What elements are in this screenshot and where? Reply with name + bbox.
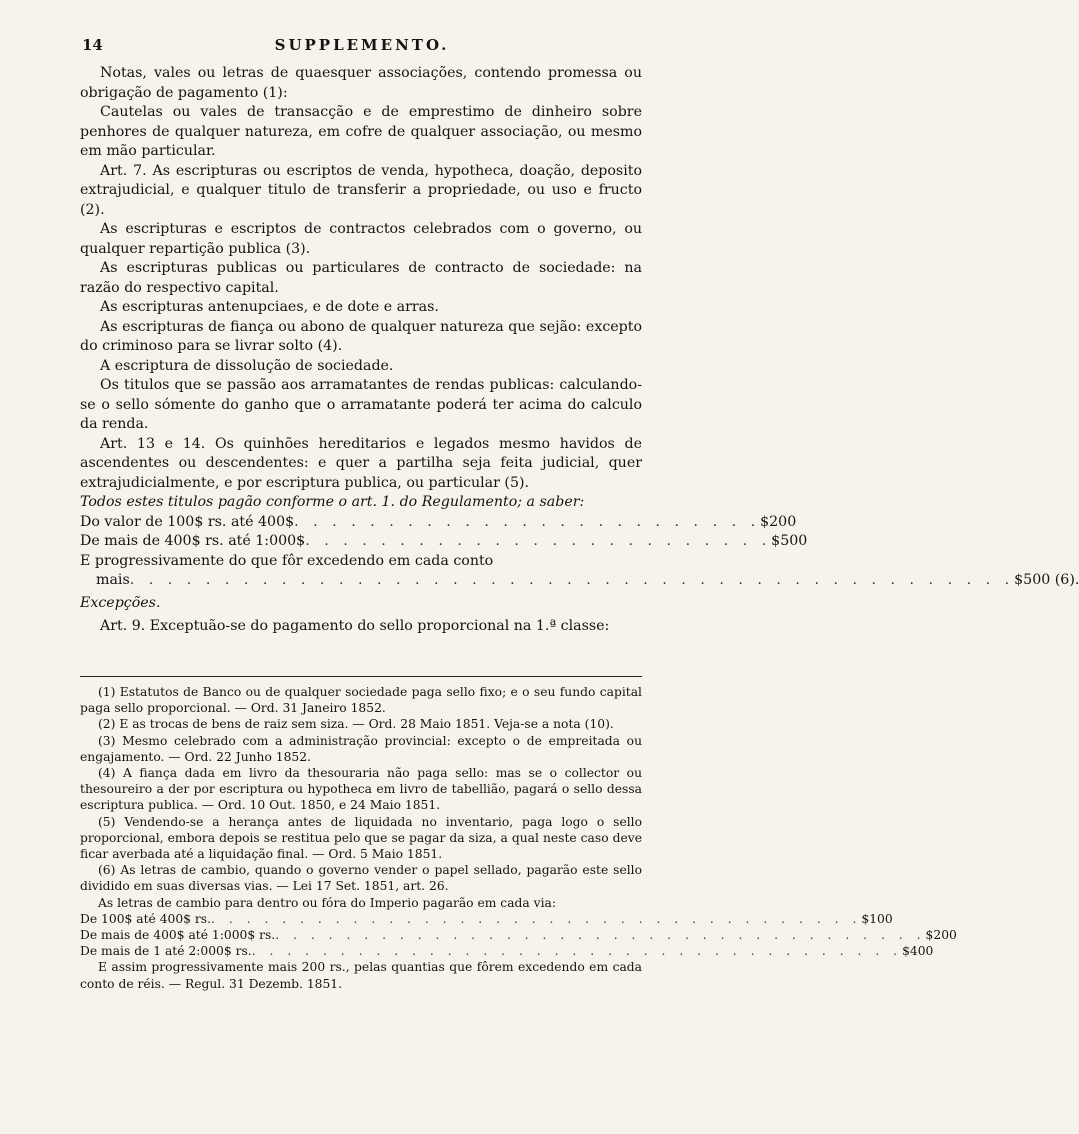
page-header (82, 36, 642, 58)
footnote: (2) E as trocas de bens de raiz sem siza. — Ord. 28 Maio 1851. Veja-se a nota (10). (98, 717, 614, 732)
page-number: 14 (82, 36, 103, 54)
paragraph: Os titulos que se passão aos arramatantes de rendas publicas: calculando-se o sello sómente do ganho que o arramatante poderá ter acima do calculo da renda. (80, 377, 642, 432)
leader-dots: . . . . . . . . . . . . . . . . . . . . . . . . . . . . . . . . . . . . . (251, 944, 903, 959)
scale-row (80, 571, 1079, 591)
scale-value: $200 (925, 928, 957, 943)
paragraph: As escripturas antenupciaes, e de dote e arras. (100, 299, 439, 315)
scale-value: $500 (771, 533, 808, 549)
scale-value: $100 (861, 911, 893, 926)
scale-label: Do valor de 100$ rs. até 400$ (80, 513, 295, 530)
footnotes (80, 684, 957, 992)
paragraph: Art. 9. Exceptuão-se do pagamento do sello proporcional na 1.ª classe: (100, 618, 610, 634)
paragraph: Notas, vales ou letras de quaesquer associações, contendo promessa ou obrigação de pagamento (1): (80, 65, 642, 101)
scale-label: De mais de 1 até 2:000$ rs. (80, 944, 252, 959)
scale-label: De mais de 400$ até 1:000$ rs. (80, 928, 276, 943)
paragraph: As escripturas de fiança ou abono de qualquer natureza que sejão: excepto do criminoso para se livrar solto (4). (80, 318, 642, 354)
leader-dots: . . . . . . . . . . . . . . . . . . . . . . . . . (305, 533, 772, 549)
footnote: As letras de cambio para dentro ou fóra do Imperio pagarão em cada via: (98, 895, 556, 910)
footnote-scale-row (80, 943, 934, 959)
scale-row (80, 513, 797, 533)
scale-row (80, 532, 808, 552)
leader-dots: . . . . . . . . . . . . . . . . . . . . . . . . . . . . . . . . . . . . . (211, 911, 862, 926)
footnote: (4) A fiança dada em livro da thesouraria não paga sello: mas se o collector ou thesoureiro a der por escriptura ou hypotheca em livro de tabellião, pagará o sello dessa escriptura publica. — Ord. 10 Out. 1850, e 24 Maio 1851. (80, 766, 642, 813)
paragraph: As escripturas publicas ou particulares de contracto de sociedade: na razão do respectivo capital. (80, 260, 642, 296)
footnote: (1) Estatutos de Banco ou de qualquer sociedade paga sello fixo; e o seu fundo capital paga sello proporcional. — Ord. 31 Janeiro 1852. (80, 685, 642, 716)
footnote: (5) Vendendo-se a herança antes de liquidada no inventario, paga logo o sello proporcional, embora depois se restitua pelo que se pagar da siza, a qual neste caso deve ficar averbada até a liquidação final. — Ord. 5 Maio 1851. (80, 814, 642, 862)
scale-label: De mais de 400$ rs. até 1:000$ (80, 533, 306, 549)
main-text (80, 64, 1079, 637)
footnote-divider (80, 676, 642, 677)
scale-label: De 100$ até 400$ rs. (80, 911, 212, 926)
paragraph: Art. 7. As escripturas ou escriptos de venda, hypotheca, doação, deposito extrajudicial, e qualquer titulo de transferir a propriedade, ou uso e fructo (2). (80, 162, 642, 218)
scale-progressive-line: E progressivamente do que fôr excedendo em cada conto (80, 552, 494, 569)
footnote: E assim progressivamente mais 200 rs., pelas quantias que fôrem excedendo em cada conto de réis. — Regul. 31 Dezemb. 1851. (80, 960, 642, 991)
paragraph: Cautelas ou vales de transacção e de emprestimo de dinheiro sobre penhores de qualquer natureza, em cofre de qualquer associação, ou mesmo em mão particular. (80, 104, 642, 159)
scale-label: mais (96, 572, 130, 588)
leader-dots: . . . . . . . . . . . . . . . . . . . . . . . . . . . . . . . . . . . . . . . . . . . . . . . (129, 572, 1015, 588)
paragraph: Art. 13 e 14. Os quinhões hereditarios e legados mesmo havidos de ascendentes ou descendentes: e quer a partilha seja feita judicial, quer extrajudicialmente, e por escriptura publica, ou particular (5). (80, 435, 642, 491)
scale-value: $500 (6). (1014, 572, 1079, 588)
footnote: (6) As letras de cambio, quando o governo vender o papel sellado, pagarão este sello dividido em suas diversas vias. — Lei 17 Set. 1851, art. 26. (80, 863, 642, 894)
footnote-scale-row (80, 911, 893, 927)
scale-value: $400 (902, 944, 934, 959)
running-title: SUPPLEMENTO. (274, 36, 450, 54)
paragraph: A escriptura de dissolução de sociedade. (100, 357, 394, 374)
footnote: (3) Mesmo celebrado com a administração provincial: excepto o de empreitada ou engajamento. — Ord. 22 Junho 1852. (80, 733, 642, 764)
paragraph: As escripturas e escriptos de contractos celebrados com o governo, ou qualquer repartição publica (3). (80, 221, 642, 257)
scale-intro: Todos estes titulos pagão conforme o art. 1. do Regulamento; a saber: (80, 494, 585, 510)
leader-dots: . . . . . . . . . . . . . . . . . . . . . . . . . . . . . . . . . . . . . (275, 928, 926, 943)
leader-dots: . . . . . . . . . . . . . . . . . . . . . . . . . (294, 513, 761, 530)
scale-value: $200 (760, 513, 797, 530)
section-heading: Excepções. (80, 594, 161, 611)
footnote-scale-row (80, 927, 957, 943)
